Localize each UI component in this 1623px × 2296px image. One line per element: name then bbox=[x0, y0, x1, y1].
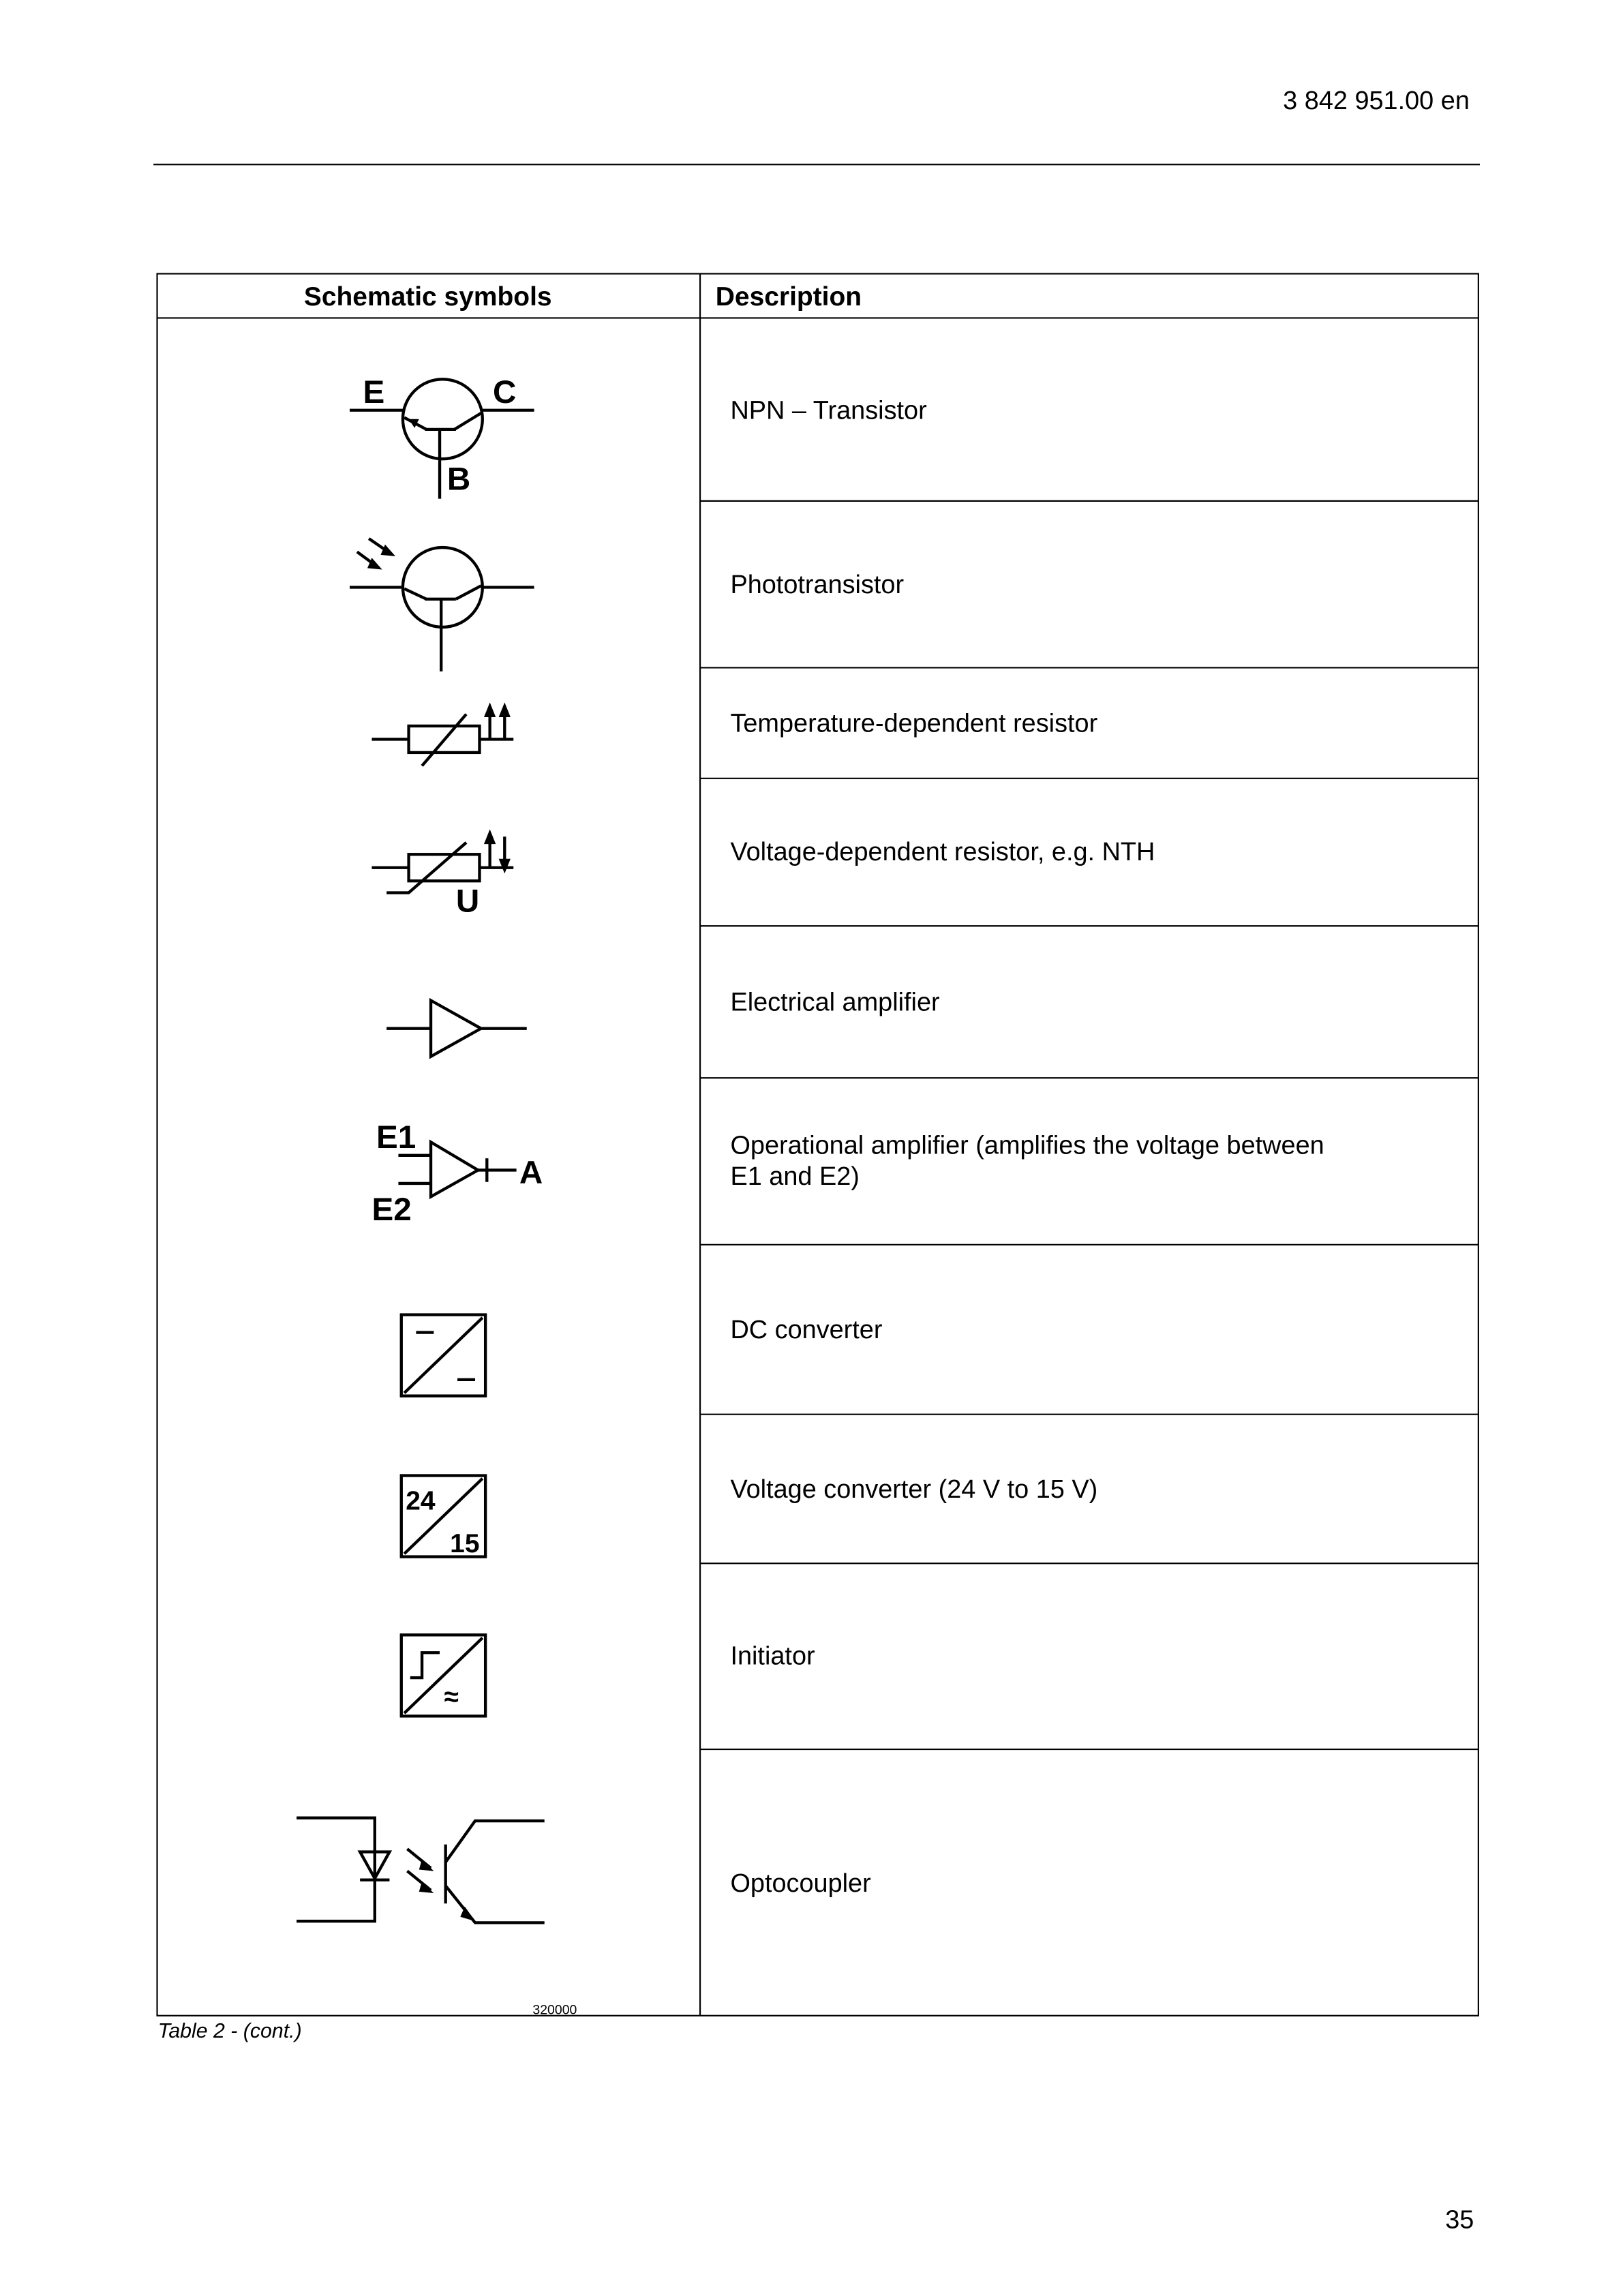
svg-text:E: E bbox=[363, 374, 385, 410]
description-voltage-converter: Voltage converter (24 V to 15 V) bbox=[730, 1475, 1098, 1504]
description-electrical-amplifier: Electrical amplifier bbox=[730, 988, 940, 1017]
svg-text:24: 24 bbox=[406, 1486, 436, 1516]
description-npn-transistor: NPN – Transistor bbox=[730, 396, 927, 425]
initiator-symbol-icon bbox=[401, 1635, 485, 1716]
svg-text:E2: E2 bbox=[371, 1192, 412, 1228]
description-operational-amplifier-line2: E1 and E2) bbox=[730, 1162, 860, 1192]
voltage-resistor-symbol-icon bbox=[371, 829, 513, 919]
dc-converter-symbol-icon bbox=[401, 1315, 485, 1396]
temperature-resistor-symbol-icon bbox=[371, 702, 513, 766]
svg-text:≈: ≈ bbox=[444, 1682, 459, 1712]
description-operational-amplifier-line1: Operational amplifier (amplifies the voltage between bbox=[730, 1131, 1324, 1160]
symbols-table bbox=[157, 274, 1478, 2018]
page-number: 35 bbox=[1445, 2205, 1474, 2235]
svg-text:C: C bbox=[492, 374, 517, 410]
electrical-amplifier-symbol-icon bbox=[386, 1001, 527, 1057]
phototransistor-symbol-icon bbox=[350, 539, 534, 671]
voltage-converter-symbol-icon bbox=[401, 1476, 485, 1559]
document-number: 3 842 951.00 en bbox=[1283, 87, 1470, 116]
svg-text:A: A bbox=[519, 1154, 543, 1191]
description-phototransistor: Phototransistor bbox=[730, 571, 905, 600]
svg-text:B: B bbox=[446, 461, 471, 498]
description-initiator: Initiator bbox=[730, 1642, 815, 1671]
column-header-symbols: Schematic symbols bbox=[303, 282, 552, 312]
npn-transistor-symbol-icon bbox=[350, 374, 534, 499]
description-temperature-resistor: Temperature-dependent resistor bbox=[730, 709, 1098, 738]
description-dc-converter: DC converter bbox=[730, 1316, 883, 1345]
operational-amplifier-symbol-icon bbox=[371, 1119, 543, 1228]
svg-text:E1: E1 bbox=[376, 1119, 416, 1155]
description-voltage-resistor: Voltage-dependent resistor, e.g. NTH bbox=[730, 837, 1155, 866]
table-caption: Table 2 - (cont.) bbox=[157, 2020, 302, 2043]
figure-code: 320000 bbox=[532, 2002, 577, 2018]
optocoupler-symbol-icon bbox=[297, 1818, 545, 1923]
svg-text:U: U bbox=[455, 883, 480, 920]
svg-text:15: 15 bbox=[450, 1529, 480, 1559]
column-header-description: Description bbox=[715, 282, 862, 312]
description-optocoupler: Optocoupler bbox=[730, 1869, 871, 1898]
